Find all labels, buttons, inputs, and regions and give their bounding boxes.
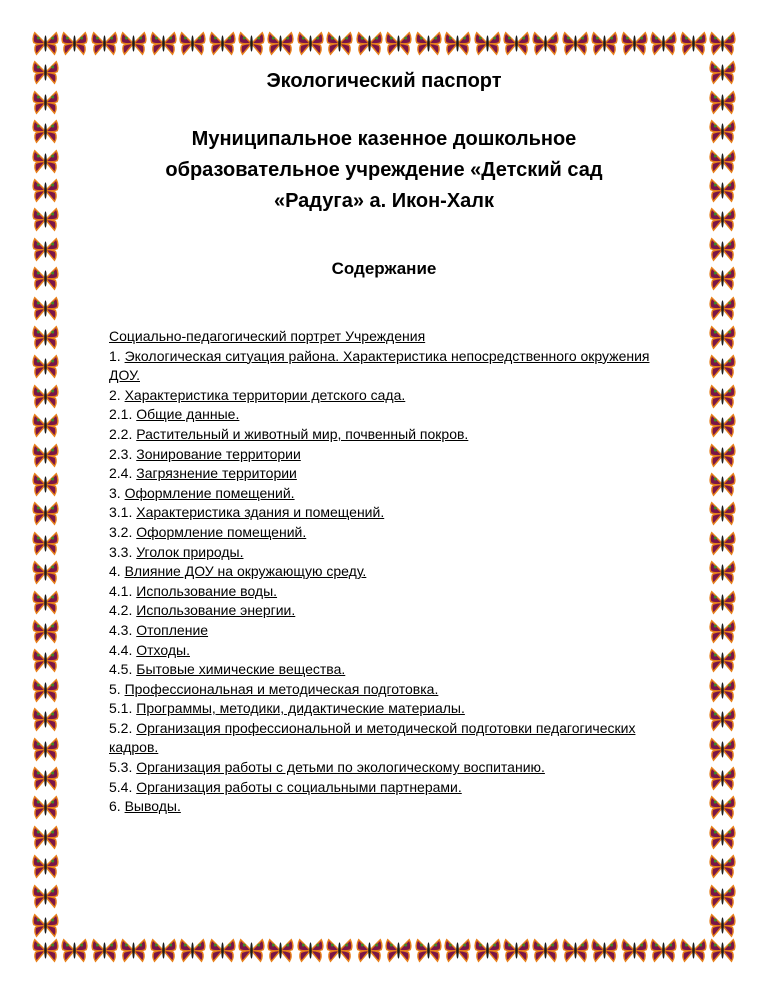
butterfly-icon (151, 940, 176, 962)
toc-item-number: 2.3. (109, 445, 137, 462)
toc-item-link[interactable]: Загрязнение территории (136, 465, 297, 482)
butterfly-icon (533, 33, 558, 55)
butterfly-icon (121, 33, 146, 55)
toc-heading: Содержание (331, 259, 437, 278)
butterfly-icon (33, 797, 58, 819)
butterfly-icon (710, 533, 735, 555)
butterfly-icon (180, 940, 205, 962)
toc-item[interactable] (109, 405, 669, 425)
butterfly-icon (710, 621, 735, 643)
toc-item[interactable] (109, 758, 669, 778)
toc-item-link[interactable]: Уголок природы. (136, 543, 244, 560)
butterfly-icon (681, 940, 706, 962)
butterfly-icon (710, 445, 735, 467)
toc-item-link[interactable]: Общие данные. (136, 406, 240, 423)
toc-item[interactable] (109, 562, 669, 582)
butterfly-icon (504, 33, 529, 55)
toc-item-number: 3. (109, 484, 125, 501)
butterfly-icon (62, 940, 87, 962)
toc-item-link[interactable]: Растительный и животный мир, почвенный покров. (136, 425, 469, 442)
butterfly-icon (62, 33, 87, 55)
butterfly-icon (33, 151, 58, 173)
toc-item-number: 2.2. (109, 425, 137, 442)
butterfly-icon (33, 474, 58, 496)
butterfly-icon (33, 768, 58, 790)
butterfly-icon (151, 33, 176, 55)
toc-item-number: 4.1. (109, 582, 137, 599)
butterfly-icon (710, 886, 735, 908)
butterfly-icon (710, 562, 735, 584)
butterfly-icon (710, 592, 735, 614)
butterfly-icon (416, 940, 441, 962)
toc-item-link[interactable]: Организация работы с детьми по экологическому воспитанию. (136, 759, 545, 776)
toc-item-number: 2.4. (109, 465, 137, 482)
butterfly-icon (710, 415, 735, 437)
toc-item-link[interactable]: Профессиональная и методическая подготовка. (124, 680, 439, 697)
toc-item-link[interactable]: Организация работы с социальными партнерами. (136, 778, 462, 795)
toc-item-number: 4.4. (109, 641, 137, 658)
butterfly-icon (386, 940, 411, 962)
toc-item-link[interactable]: Организация профессиональной и методической подготовки педагогических кадров. (109, 719, 636, 756)
toc-item-link[interactable]: Использование энергии. (136, 602, 296, 619)
toc-item-link[interactable]: Зонирование территории (136, 445, 301, 462)
butterfly-icon (710, 62, 735, 84)
butterfly-icon (710, 209, 735, 231)
butterfly-icon (710, 768, 735, 790)
toc-item-link[interactable]: Оформление помещений. (136, 523, 307, 540)
toc-item-number: 5.4. (109, 778, 137, 795)
toc-item-link[interactable]: Отходы. (136, 641, 190, 658)
toc-item[interactable] (109, 484, 669, 504)
butterfly-icon (710, 92, 735, 114)
butterfly-icon (592, 33, 617, 55)
butterfly-icon (622, 33, 647, 55)
butterfly-icon (710, 33, 735, 55)
butterfly-icon (681, 33, 706, 55)
butterfly-icon (445, 940, 470, 962)
toc-item[interactable] (109, 621, 669, 641)
butterfly-icon (386, 33, 411, 55)
butterfly-icon (92, 940, 117, 962)
butterfly-icon (445, 33, 470, 55)
butterfly-icon (33, 592, 58, 614)
butterfly-icon (33, 445, 58, 467)
butterfly-icon (710, 327, 735, 349)
toc-item-link[interactable]: Оформление помещений. (124, 484, 295, 501)
toc-item-link[interactable]: Программы, методики, дидактические материалы. (136, 700, 465, 717)
butterfly-icon (710, 474, 735, 496)
butterfly-icon (33, 239, 58, 261)
butterfly-icon (33, 886, 58, 908)
butterfly-icon (210, 33, 235, 55)
butterfly-icon (710, 827, 735, 849)
butterfly-icon (298, 940, 323, 962)
toc-item-number: 4.3. (109, 621, 137, 638)
toc-item-number: 4. (109, 563, 125, 580)
toc-item-number: 5.3. (109, 759, 137, 776)
toc-item[interactable] (109, 778, 669, 798)
butterfly-icon (710, 503, 735, 525)
toc-item[interactable] (109, 347, 669, 386)
toc-item-number: 6. (109, 798, 125, 815)
butterfly-icon (475, 940, 500, 962)
toc-item[interactable] (109, 523, 669, 543)
butterfly-icon (33, 415, 58, 437)
toc-item-link[interactable]: Характеристика территории детского сада. (124, 386, 406, 403)
butterfly-icon (710, 356, 735, 378)
butterfly-icon (710, 739, 735, 761)
toc-item[interactable] (109, 543, 669, 563)
butterfly-icon (33, 827, 58, 849)
toc-item-link[interactable]: Бытовые химические вещества. (136, 661, 346, 678)
toc-item[interactable] (109, 719, 669, 758)
butterfly-icon (268, 33, 293, 55)
butterfly-icon (710, 151, 735, 173)
toc-item-number: 3.2. (109, 523, 137, 540)
butterfly-icon (357, 33, 382, 55)
butterfly-icon (298, 33, 323, 55)
butterfly-icon (710, 386, 735, 408)
butterfly-icon (33, 856, 58, 878)
butterfly-icon (710, 121, 735, 143)
toc-item[interactable] (109, 503, 669, 523)
butterfly-icon (710, 709, 735, 731)
butterfly-icon (533, 940, 558, 962)
toc-item[interactable] (109, 641, 669, 661)
toc-item[interactable] (109, 464, 669, 484)
toc-item-number: 5. (109, 680, 125, 697)
toc-item-number: 2.1. (109, 406, 137, 423)
toc-item[interactable] (109, 386, 669, 406)
butterfly-icon (327, 940, 352, 962)
butterfly-icon (239, 33, 264, 55)
butterfly-icon (33, 503, 58, 525)
toc-item-number: 2. (109, 386, 125, 403)
toc-item-link[interactable]: Характеристика здания и помещений. (136, 504, 385, 521)
butterfly-icon (563, 33, 588, 55)
butterfly-icon (33, 180, 58, 202)
butterfly-icon (563, 940, 588, 962)
toc-item[interactable] (109, 601, 669, 621)
toc-item[interactable] (109, 797, 669, 817)
toc-item-link[interactable]: Отопление (136, 621, 209, 638)
toc-item-number: 3.3. (109, 543, 137, 560)
butterfly-icon (710, 915, 735, 937)
butterfly-icon (33, 209, 58, 231)
toc-item[interactable] (109, 327, 669, 347)
toc-item-number: 4.5. (109, 661, 137, 678)
butterfly-icon (33, 92, 58, 114)
butterfly-icon (33, 621, 58, 643)
toc-item-number: 4.2. (109, 602, 137, 619)
toc-item[interactable] (109, 660, 669, 680)
butterfly-icon (33, 33, 58, 55)
toc-item-link[interactable]: Использование воды. (136, 582, 278, 599)
institution-name: Муниципальное казенное дошкольное образовательное учреждение «Детский сад «Радуга» а. Икон-Халк (165, 128, 603, 212)
butterfly-icon (592, 940, 617, 962)
toc-item[interactable] (109, 445, 669, 465)
butterfly-icon (180, 33, 205, 55)
butterfly-icon (710, 856, 735, 878)
butterfly-icon (92, 33, 117, 55)
butterfly-icon (33, 386, 58, 408)
butterfly-icon (33, 739, 58, 761)
butterfly-icon (33, 680, 58, 702)
butterfly-icon (239, 940, 264, 962)
butterfly-icon (651, 940, 676, 962)
toc-item-number: 3.1. (109, 504, 137, 521)
toc-item[interactable] (109, 425, 669, 445)
butterfly-icon (710, 180, 735, 202)
page-title: Экологический паспорт (266, 70, 502, 92)
butterfly-icon (33, 356, 58, 378)
toc-item-link[interactable]: Экологическая ситуация района. Характеристика непосредственного окружения ДОУ. (109, 347, 650, 384)
butterfly-icon (327, 33, 352, 55)
butterfly-icon (33, 298, 58, 320)
butterfly-icon (416, 33, 441, 55)
butterfly-icon (33, 650, 58, 672)
butterfly-icon (33, 915, 58, 937)
butterfly-icon (268, 940, 293, 962)
table-of-contents (109, 327, 669, 817)
butterfly-icon (710, 298, 735, 320)
butterfly-icon (710, 940, 735, 962)
butterfly-icon (357, 940, 382, 962)
butterfly-icon (710, 797, 735, 819)
toc-item-number: 1. (109, 347, 125, 364)
butterfly-icon (33, 562, 58, 584)
butterfly-icon (33, 327, 58, 349)
toc-item-number: 5.2. (109, 719, 137, 736)
butterfly-icon (33, 268, 58, 290)
toc-item-link[interactable]: Социально-педагогический портрет Учреждения (109, 328, 426, 344)
butterfly-icon (33, 121, 58, 143)
toc-item-number: 5.1. (109, 700, 137, 717)
butterfly-icon (710, 239, 735, 261)
butterfly-icon (33, 62, 58, 84)
butterfly-icon (33, 709, 58, 731)
butterfly-icon (710, 268, 735, 290)
butterfly-icon (651, 33, 676, 55)
toc-item[interactable] (109, 680, 669, 700)
toc-item[interactable] (109, 582, 669, 602)
butterfly-icon (210, 940, 235, 962)
butterfly-icon (33, 940, 58, 962)
butterfly-icon (33, 533, 58, 555)
toc-item-link[interactable]: Выводы. (124, 798, 181, 815)
butterfly-icon (622, 940, 647, 962)
butterfly-icon (710, 650, 735, 672)
toc-item[interactable] (109, 699, 669, 719)
butterfly-icon (121, 940, 146, 962)
butterfly-icon (710, 680, 735, 702)
butterfly-icon (475, 33, 500, 55)
butterfly-icon (504, 940, 529, 962)
toc-item-link[interactable]: Влияние ДОУ на окружающую среду. (124, 563, 367, 580)
